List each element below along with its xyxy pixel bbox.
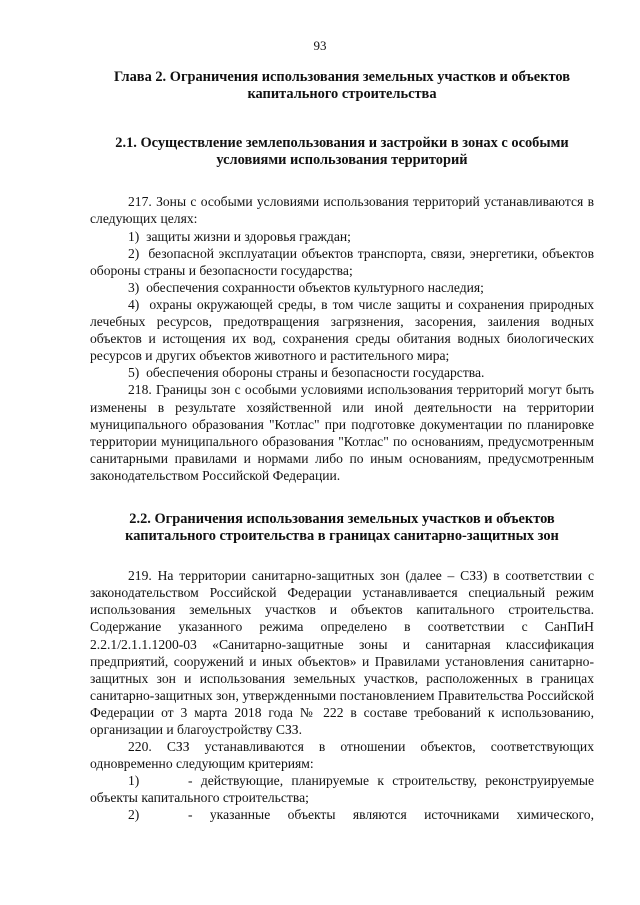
list-item-220-2 bbox=[90, 806, 594, 823]
section-2-2-title: 2.2. Ограничения использования земельных участков и объектов капитального строительства в границах санитарно-защитных зон bbox=[125, 510, 559, 545]
list-item-217-3 bbox=[90, 279, 594, 296]
paragraph-218: 218. Границы зон с особыми условиями использования территорий могут быть изменены в результате хозяйственной или иной деятельности на территории муниципального образования "Котлас" при подготовке документации по планировке территории муниципального образования "Котлас" по основаниям, предусмотренным санитарными правилами и нормами либо по иным основаниям, предусмотренным законодательством Российской Федерации. bbox=[90, 382, 594, 483]
paragraph-219: 219. На территории санитарно-защитных зон (далее – СЗЗ) в соответствии с законодательством Российской Федерации устанавливается специальный режим использования земельных участков и объектов капитального строительства. Содержание указанного режима определено в соответствии с СанПиН 2.2.1/2.1.1.1200-03 «Санитарно-защитные зоны и санитарная классификация предприятий, сооружений и иных объектов» и Правилами установления санитарно-защитных зон и использования земельных участков, расположенных в границах санитарно-защитных зон, утвержденными постановлением Правительства Российской Федерации от 3 марта 2018 года № 222 в составе требований к использованию, организации и благоустройству СЗЗ. bbox=[90, 568, 594, 737]
item-text: обеспечения сохранности объектов культурного наследия; bbox=[146, 279, 484, 295]
item-number: 4) bbox=[128, 296, 140, 312]
chapter-title: Глава 2. Ограничения использования земельных участков и объектов капитального строительства bbox=[114, 69, 570, 103]
item-number: 3) bbox=[128, 279, 140, 295]
item-number: 5) bbox=[128, 365, 140, 381]
list-item-217-2 bbox=[90, 245, 594, 279]
item-number: 2) bbox=[128, 245, 140, 261]
list-item-217-4 bbox=[90, 296, 594, 364]
page-number: 93 bbox=[313, 38, 327, 53]
paragraph-217: 217. Зоны с особыми условиями использования территорий устанавливаются в следующих целях: bbox=[90, 194, 594, 227]
page-content bbox=[90, 66, 594, 824]
paragraph-220: 220. СЗЗ устанавливаются в отношении объектов, соответствующих одновременно следующим критериям: bbox=[90, 739, 594, 772]
section-2-2-body bbox=[90, 567, 594, 823]
list-item-217-1 bbox=[90, 228, 594, 245]
item-text: защиты жизни и здоровья граждан; bbox=[146, 228, 351, 244]
item-number: 1) bbox=[128, 228, 140, 244]
item-number: 1) bbox=[128, 773, 140, 789]
section-2-1-title: 2.1. Осуществление землепользования и застройки в зонах с особыми условиями использования территорий bbox=[115, 135, 569, 169]
list-item-217-5 bbox=[90, 364, 594, 381]
section-2-1-body bbox=[90, 193, 594, 484]
item-text: обеспечения обороны страны и безопасности государства. bbox=[146, 365, 485, 381]
item-number: 2) bbox=[128, 807, 140, 823]
item-text: охраны окружающей среды, в том числе защиты и сохранения природных лечебных ресурсов, предотвращения загрязнения, засорения, заиления водных объектов и истощения их вод, сохранения среды обитания водных биологических ресурсов и других объектов животного и растительного мира; bbox=[90, 296, 595, 364]
item-text: безопасной эксплуатации объектов транспорта, связи, энергетики, объектов обороны страны и безопасности государства; bbox=[90, 245, 594, 278]
list-item-220-1 bbox=[90, 772, 594, 806]
item-text: - действующие, планируемые к строительству, реконструируемые объекты капитального строительства; bbox=[90, 773, 594, 806]
item-text: - указанные объекты являются источниками химического, bbox=[188, 807, 594, 823]
